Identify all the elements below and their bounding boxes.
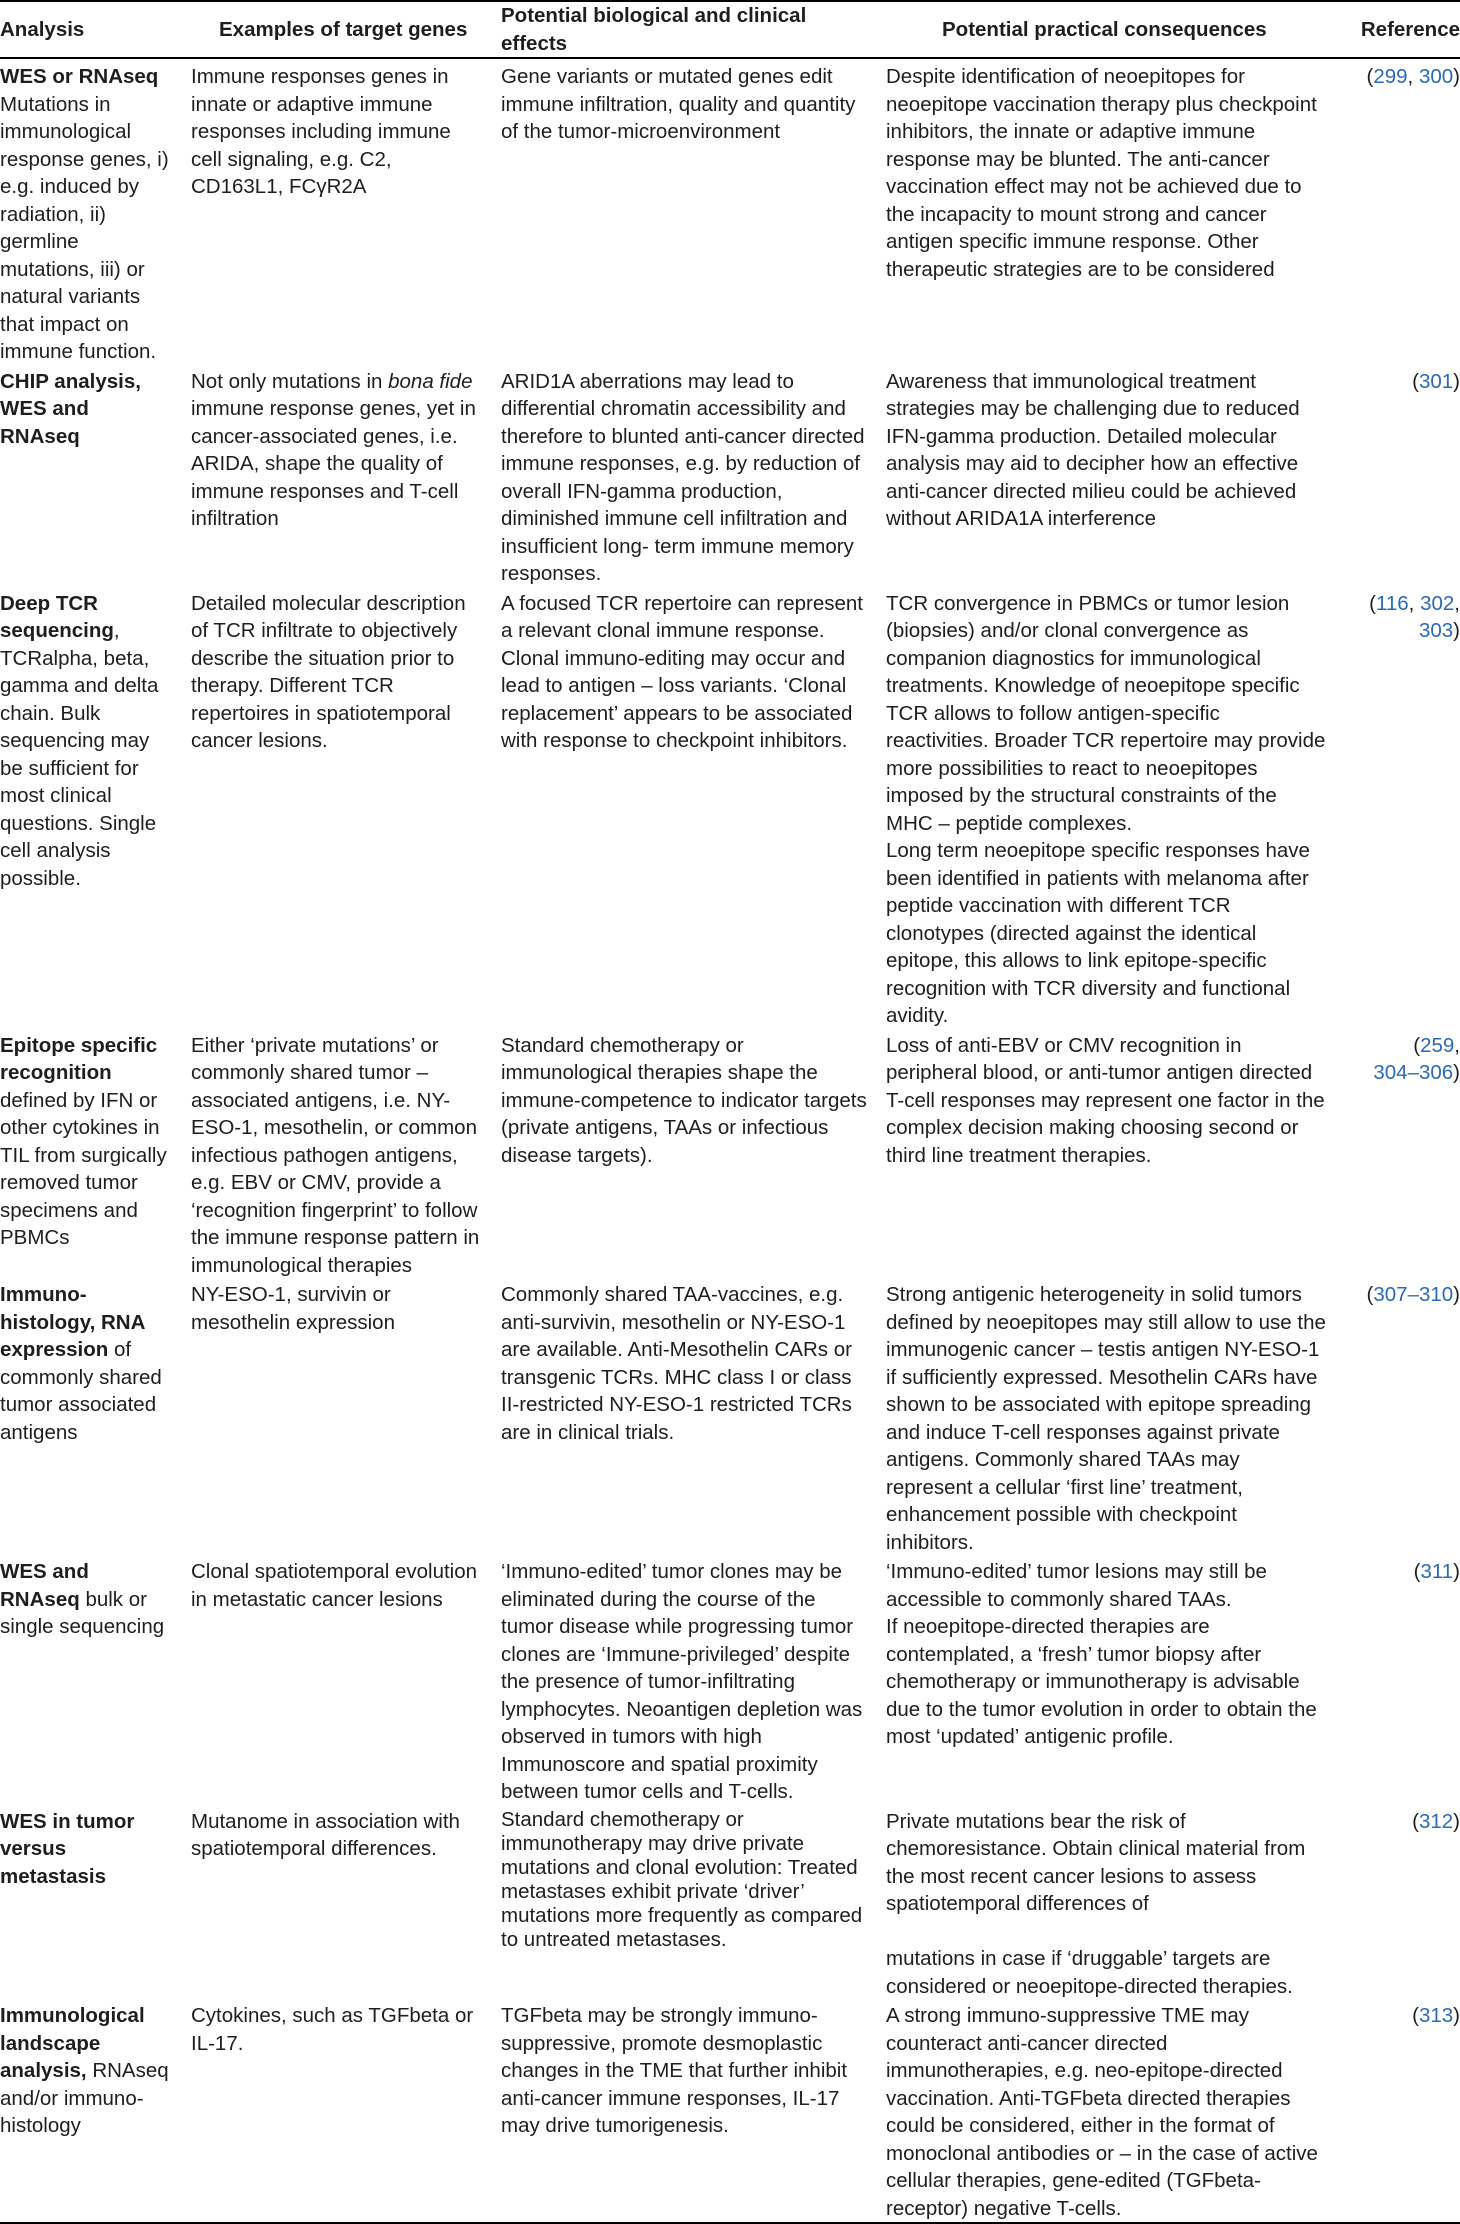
- cell-examples: [183, 366, 493, 588]
- cell-analysis: [0, 1279, 183, 1556]
- examples-text-post: immune response genes, yet in cancer-associated genes, i.e. ARIDA, shape the quality of immune responses and T-cell infiltration: [191, 397, 476, 530]
- analysis-detail: bulk or single sequencing: [0, 1587, 165, 1638]
- cell-analysis: [0, 588, 183, 1030]
- reference-link[interactable]: 116: [1375, 591, 1409, 615]
- cell-examples: Mutanome in association with spatiotemporal differences.: [191, 1809, 460, 1860]
- analysis-title: WES in tumor versus metastasis: [0, 1809, 135, 1888]
- reference-link[interactable]: 300: [1418, 65, 1454, 88]
- cell-analysis: [0, 366, 183, 588]
- analysis-detail: defined by IFN or other cytokines in TIL from surgically removed tumor specimens and PBMCs: [0, 1088, 167, 1249]
- header-analysis: Analysis: [0, 1, 183, 58]
- cell-consequences: Despite identification of neoepitopes for neoepitope vaccination therapy plus checkpoint inhibitors, the innate or adaptive immune response may be blunted. The anti-cancer vaccination effect may not be achieved due to the incapacity to mount strong and cancer antigen specific immune response. Other therapeutic strategies are to be considered: [886, 65, 1317, 281]
- paragraph-gap: [886, 1918, 1328, 1946]
- cell-effects: ARID1A aberrations may lead to differential chromatin accessibility and therefore to blunted anti-cancer directed immune responses, e.g. by reduction of overall IFN-gamma production, diminished immune cell infiltration and insufficient long- term immune memory responses.: [501, 369, 865, 585]
- analysis-title: WES and RNAseq: [0, 1560, 89, 1611]
- reference-link[interactable]: 313: [1418, 2004, 1454, 2027]
- cell-analysis: [0, 1030, 183, 1280]
- consequences-paragraph: ‘Immuno-edited’ tumor lesions may still be accessible to commonly shared TAAs.: [886, 1560, 1267, 1611]
- cell-reference: (311): [1413, 1560, 1460, 1583]
- consequences-paragraph: mutations in case if ‘druggable’ targets are considered or neoepitope-directed therapies.: [886, 1947, 1293, 1998]
- cell-consequences: Loss of anti-EBV or CMV recognition in peripheral blood, or anti-tumor antigen directed T-cell responses may represent one factor in the complex decision making choosing second or third line treatment therapies.: [886, 1033, 1325, 1167]
- consequences-paragraph: TCR convergence in PBMCs or tumor lesion (biopsies) and/or clonal convergence as companion diagnostics for immunological treatments. Knowledge of neoepitope specific TCR allows to follow antigen-specific reactivities. Broader TCR repertoire may provide more possibilities to react to neoepitopes imposed by the structural constraints of the MHC – peptide complexes.: [886, 591, 1326, 835]
- cell-reference: (259, 304–306): [1373, 1033, 1460, 1084]
- cell-analysis: [0, 58, 183, 366]
- consequences-paragraph: Long term neoepitope specific responses have been identified in patients with melanoma after peptide vaccination with different TCR clonotypes (directed against the identical epitope, this allows to link epitope-specific recognition with TCR diversity and functional avidity.: [886, 839, 1310, 1027]
- analysis-detail: , TCRalpha, beta, gamma and delta chain. Bulk sequencing may be sufficient for most clinical questions. Single cell analysis possible.: [0, 619, 159, 890]
- reference-link[interactable]: 299: [1373, 65, 1408, 88]
- cell-reference: (312): [1412, 1809, 1460, 1833]
- table-row: [0, 366, 1460, 588]
- consequences-paragraph: If neoepitope-directed therapies are contemplated, a ‘fresh’ tumor biopsy after chemotherapy or immunotherapy is advisable due to the tumor evolution in order to obtain the most ‘updated’ antigenic profile.: [886, 1615, 1317, 1748]
- cell-consequences: [878, 1806, 1338, 2001]
- cell-consequences: [878, 588, 1338, 1030]
- cell-analysis: [0, 1556, 183, 1806]
- table-row: [0, 58, 1460, 366]
- reference-link[interactable]: 307–310: [1373, 1283, 1454, 1306]
- analysis-detail: of commonly shared tumor associated antigens: [0, 1338, 162, 1444]
- cell-examples: Detailed molecular description of TCR infiltrate to objectively describe the situation prior to therapy. Different TCR repertoires in spatiotemporal cancer lesions.: [191, 591, 466, 752]
- examples-text-italic: bona fide: [388, 369, 473, 393]
- reference-link[interactable]: 303: [1418, 619, 1454, 642]
- table-row: [0, 1030, 1460, 1280]
- cell-effects: Standard chemotherapy or immunotherapy may drive private mutations and clonal evolution: Treated metastases exhibit private ‘driver’ mutations more frequently as compared to untreated metastases.: [501, 1807, 863, 1951]
- analysis-title: WES or RNAseq: [0, 65, 159, 88]
- header-effects: Potential biological and clinical effects: [493, 1, 878, 58]
- table-row: [0, 2000, 1460, 2223]
- cell-consequences: A strong immuno-suppressive TME may counteract anti-cancer directed immunotherapies, e.g. neo-epitope-directed vaccination. Anti-TGFbeta directed therapies could be considered, either in the format of monoclonal antibodies or – in the case of active cellular therapies, gene-edited (TGFbeta-receptor) negative T-cells.: [878, 2000, 1338, 2223]
- examples-text-pre: Not only mutations in: [191, 369, 389, 393]
- reference-link[interactable]: 259: [1420, 1033, 1455, 1057]
- reference-link[interactable]: 312: [1418, 1809, 1454, 1833]
- cell-effects: A focused TCR repertoire can represent a relevant clonal immune response. Clonal immuno-editing may occur and lead to antigen – loss variants. ‘Clonal replacement’ appears to be associated with response to checkpoint inhibitors.: [501, 591, 863, 752]
- cell-reference: (313): [1338, 2000, 1460, 2223]
- cell-examples: Immune responses genes in innate or adaptive immune responses including immune cell signaling, e.g. C2, CD163L1, FCγR2A: [191, 65, 451, 198]
- reference-link[interactable]: 301: [1418, 369, 1454, 393]
- reference-link[interactable]: 302: [1420, 591, 1455, 615]
- cell-reference: (116, 302, 303): [1369, 591, 1460, 642]
- cell-examples: Either ‘private mutations’ or commonly shared tumor – associated antigens, i.e. NY-ESO-1, mesothelin, or common infectious pathogen antigens, e.g. EBV or CMV, provide a ‘recognition fingerprint’ to follow the immune response pattern in immunological therapies: [191, 1033, 480, 1277]
- cell-analysis: [0, 2000, 183, 2223]
- cell-analysis: [0, 1806, 183, 2001]
- cell-effects: Standard chemotherapy or immunological therapies shape the immune-competence to indicator targets (private antigens, TAAs or infectious disease targets).: [501, 1033, 867, 1167]
- cell-consequences: [878, 1556, 1338, 1806]
- cell-reference: (307–310): [1366, 1283, 1460, 1306]
- cell-examples: Cytokines, such as TGFbeta or IL-17.: [183, 2000, 493, 2223]
- analysis-title: Epitope specific recognition: [0, 1033, 158, 1084]
- table-row: [0, 1279, 1460, 1556]
- analysis-title: Deep TCR sequencing: [0, 591, 114, 642]
- cell-reference: (299, 300): [1366, 65, 1460, 88]
- cell-effects: TGFbeta may be strongly immuno-suppressive, promote desmoplastic changes in the TME that further inhibit anti-cancer immune responses, IL-17 may drive tumorigenesis.: [493, 2000, 878, 2223]
- table-row: [0, 1806, 1460, 2001]
- cell-effects: Gene variants or mutated genes edit immune infiltration, quality and quantity of the tumor-microenvironment: [501, 65, 856, 143]
- analysis-title: CHIP analysis, WES and RNAseq: [0, 369, 141, 448]
- reference-link[interactable]: 304–306: [1373, 1061, 1454, 1084]
- reference-link[interactable]: 311: [1420, 1560, 1454, 1583]
- cell-effects: ‘Immuno-edited’ tumor clones may be eliminated during the course of the tumor disease while progressing tumor clones are ‘Immune-privileged’ despite the presence of tumor-infiltrating lymphocytes. Neoantigen depletion was observed in tumors with high Immunoscore and spatial proximity between tumor cells and T-cells.: [501, 1560, 863, 1803]
- analysis-detail: RNAseq and/or immuno-histology: [0, 2059, 169, 2137]
- analysis-detail: Mutations in immunological response genes, i) e.g. induced by radiation, ii) germline mutations, iii) or natural variants that impact on immune function.: [0, 92, 169, 363]
- header-examples: Examples of target genes: [183, 1, 493, 58]
- cell-effects: Commonly shared TAA-vaccines, e.g. anti-survivin, mesothelin or NY-ESO-1 are available. Anti-Mesothelin CARs or transgenic TCRs. MHC class I or class II-restricted NY-ESO-1 restricted TCRs are in clinical trials.: [501, 1283, 852, 1444]
- consequences-paragraph: Private mutations bear the risk of chemoresistance. Obtain clinical material from the most recent cancer lesions to assess spatiotemporal differences of: [886, 1809, 1306, 1915]
- cell-examples: NY-ESO-1, survivin or mesothelin expression: [191, 1283, 395, 1334]
- table-row: [0, 588, 1460, 1030]
- cell-consequences: Awareness that immunological treatment strategies may be challenging due to reduced IFN-gamma production. Detailed molecular analysis may aid to decipher how an effective anti-cancer directed milieu could be achieved without ARIDA1A interference: [886, 369, 1300, 530]
- cell-examples: Clonal spatiotemporal evolution in metastatic cancer lesions: [191, 1560, 478, 1611]
- analysis-title: Immunological landscape analysis,: [0, 2004, 145, 2082]
- analysis-title: Immuno-histology, RNA expression: [0, 1283, 145, 1361]
- header-consequences: Potential practical consequences: [878, 1, 1338, 58]
- cell-consequences: Strong antigenic heterogeneity in solid tumors defined by neoepitopes may still allow to use the immunogenic cancer – testis antigen NY-ESO-1 if sufficiently expressed. Mesothelin CARs have shown to be associated with epitope spreading and induce T-cell responses against private antigens. Commonly shared TAAs may represent a cellular ‘first line’ treatment, enhancement possible with checkpoint inhibitors.: [886, 1283, 1326, 1554]
- header-row: [0, 1, 1460, 58]
- cell-reference: (301): [1412, 369, 1460, 393]
- table-row: [0, 1556, 1460, 1806]
- header-reference: Reference: [1338, 1, 1460, 58]
